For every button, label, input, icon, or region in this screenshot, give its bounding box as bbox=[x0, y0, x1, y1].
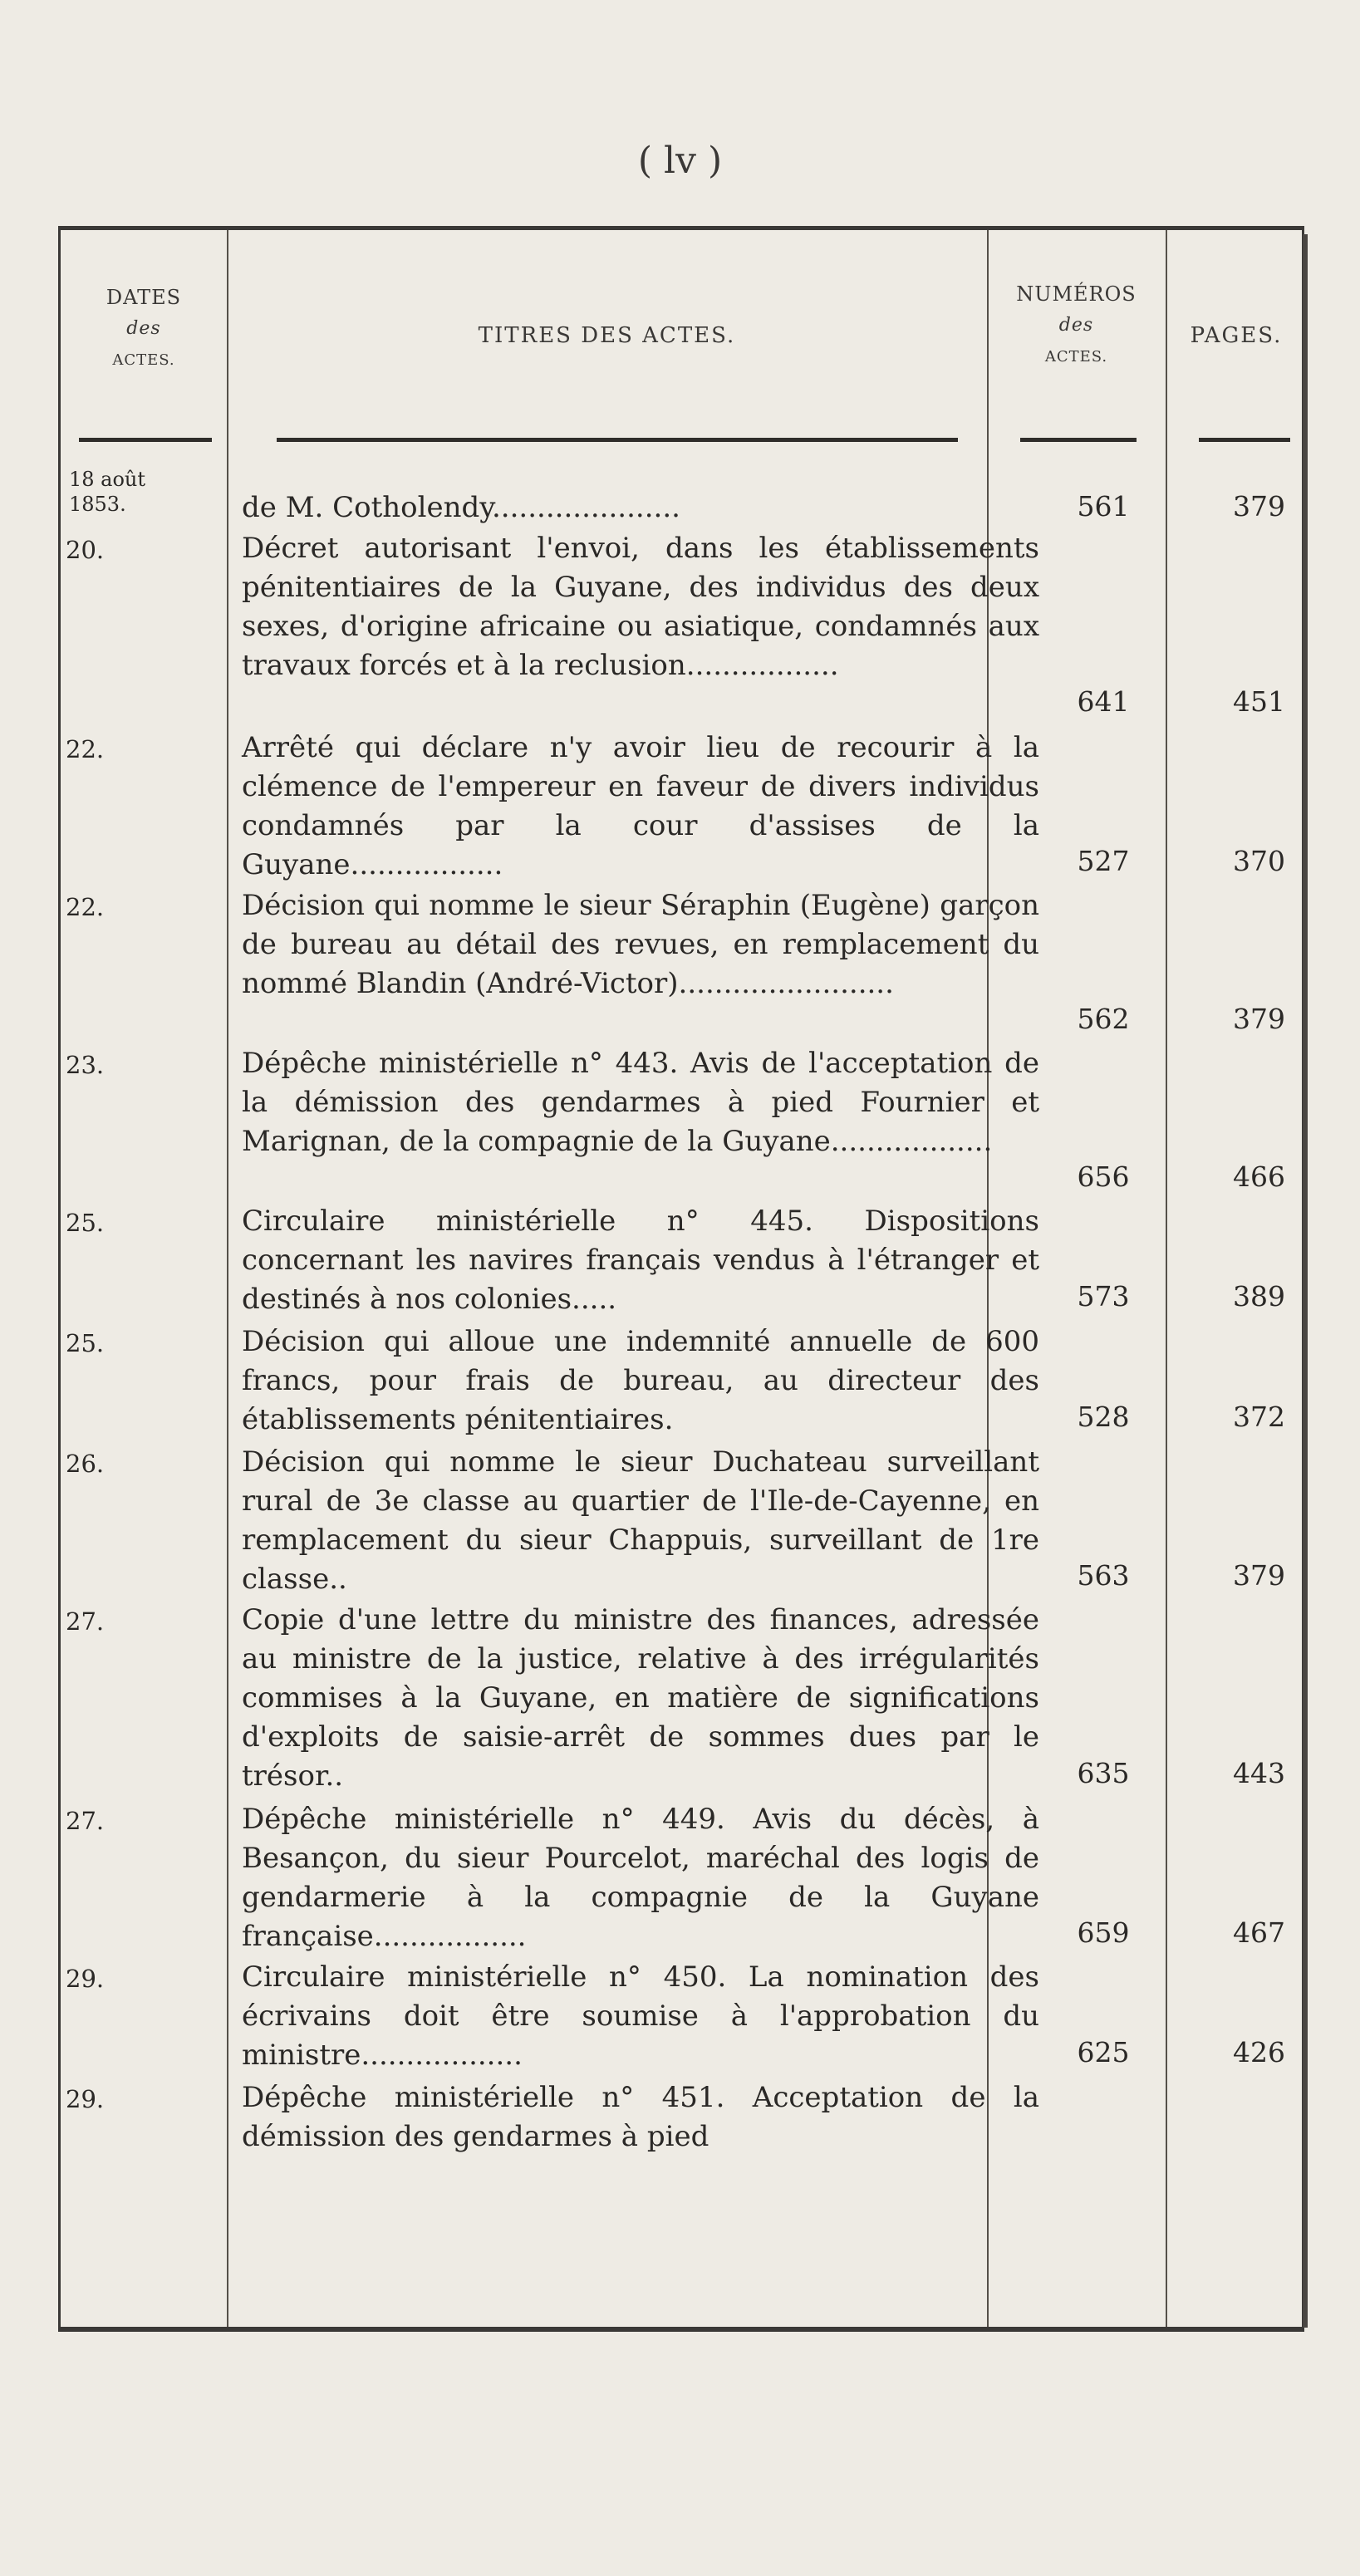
row-date: 22. bbox=[66, 893, 105, 921]
pages-column-header: PAGES. bbox=[1190, 323, 1283, 348]
row-date: 26. bbox=[66, 1450, 105, 1478]
header-rule bbox=[79, 438, 212, 442]
row-page: 451 bbox=[1233, 685, 1285, 718]
row-date: 18 août 1853. bbox=[69, 468, 146, 516]
table-header bbox=[61, 230, 1302, 438]
row-number: 561 bbox=[1077, 490, 1130, 523]
row-page: 467 bbox=[1233, 1916, 1285, 1949]
header-dates-line3: ACTES. bbox=[112, 351, 175, 369]
header-rule bbox=[1199, 438, 1290, 442]
column-divider bbox=[1166, 230, 1167, 2327]
row-number: 625 bbox=[1077, 2036, 1130, 2068]
row-date: 25. bbox=[66, 1329, 105, 1357]
numeros-column-header bbox=[987, 278, 1166, 373]
row-title: Décision qui nomme le sieur Séraphin (Eugène) garçon de bureau au détail des revues, en remplacement du nommé Blandin (André-Victor)........................ bbox=[242, 889, 1039, 1000]
row-date: 29. bbox=[66, 1965, 105, 1993]
row-title: Dépêche ministérielle n° 443. Avis de l'acceptation de la démission des gendarmes à pied Fournier et Marignan, de la compagnie de la Guyane.................. bbox=[242, 1047, 1039, 1158]
header-numeros-line2: des bbox=[1058, 315, 1094, 336]
dates-column-header bbox=[61, 282, 227, 376]
row-page: 372 bbox=[1233, 1401, 1285, 1433]
row-number: 527 bbox=[1077, 845, 1130, 877]
row-title: Circulaire ministérielle n° 445. Dispositions concernant les navires français vendus à l'étranger et destinés à nos colonies..... bbox=[242, 1205, 1039, 1316]
header-dates-line2: des bbox=[126, 318, 161, 339]
row-number: 641 bbox=[1077, 685, 1130, 718]
row-title: de M. Cotholendy..................... bbox=[242, 491, 680, 524]
index-table bbox=[58, 226, 1304, 2332]
row-date: 23. bbox=[66, 1051, 105, 1079]
row-page: 443 bbox=[1233, 1757, 1285, 1789]
page-number: ( lv ) bbox=[637, 140, 723, 182]
row-title: Décision qui alloue une indemnité annuelle de 600 francs, pour frais de bureau, au directeur des établissements pénitentiaires. bbox=[242, 1325, 1039, 1436]
row-number: 562 bbox=[1077, 1003, 1130, 1035]
row-page: 379 bbox=[1233, 490, 1285, 523]
row-title: Arrêté qui déclare n'y avoir lieu de recourir à la clémence de l'empereur en faveur de divers individus condamnés par la cour d'assises de la Guyane................. bbox=[242, 731, 1039, 881]
column-divider bbox=[227, 230, 228, 2327]
titles-column-header: TITRES DES ACTES. bbox=[478, 323, 736, 348]
row-title: Circulaire ministérielle n° 450. La nomination des écrivains doit être soumise à l'approbation du ministre.................. bbox=[242, 1960, 1039, 2072]
row-page: 379 bbox=[1233, 1559, 1285, 1592]
row-page: 389 bbox=[1233, 1280, 1285, 1313]
row-page: 370 bbox=[1233, 845, 1285, 877]
row-title: Dépêche ministérielle n° 451. Acceptation de la démission des gendarmes à pied bbox=[242, 2081, 1039, 2153]
header-rule bbox=[277, 438, 958, 442]
row-date: 20. bbox=[66, 536, 105, 564]
row-title: Décision qui nomme le sieur Duchateau surveillant rural de 3e classe au quartier de l'Ile-de-Cayenne, en remplacement du sieur Chappuis, surveillant de 1re classe.. bbox=[242, 1445, 1039, 1596]
row-date: 29. bbox=[66, 2085, 105, 2113]
row-title: Copie d'une lettre du ministre des finances, adressée au ministre de la justice, relative à des irrégularités commises à la Guyane, en matière de significations d'exploits de saisie-arrêt de sommes dues par le trésor.. bbox=[242, 1603, 1039, 1793]
header-numeros-line1: NUMÉROS bbox=[1016, 282, 1137, 306]
row-number: 635 bbox=[1077, 1757, 1130, 1789]
row-date: 22. bbox=[66, 735, 105, 763]
row-number: 573 bbox=[1077, 1280, 1130, 1313]
page-edge-shadow bbox=[1303, 234, 1308, 2328]
row-number: 656 bbox=[1077, 1160, 1130, 1193]
row-date: 27. bbox=[66, 1607, 105, 1636]
header-rule bbox=[1020, 438, 1137, 442]
row-date: 27. bbox=[66, 1807, 105, 1835]
row-title: Décret autorisant l'envoi, dans les établissements pénitentiaires de la Guyane, des individus des deux sexes, d'origine africaine ou asiatique, condamnés aux travaux forcés et à la reclusion................. bbox=[242, 532, 1039, 682]
row-page: 466 bbox=[1233, 1160, 1285, 1193]
row-page: 379 bbox=[1233, 1003, 1285, 1035]
row-title: Dépêche ministérielle n° 449. Avis du décès, à Besançon, du sieur Pourcelot, maréchal des logis de gendarmerie à la compagnie de la Guyane française................. bbox=[242, 1803, 1039, 1953]
header-dates-line1: DATES bbox=[106, 286, 182, 309]
row-number: 563 bbox=[1077, 1559, 1130, 1592]
row-number: 528 bbox=[1077, 1401, 1130, 1433]
row-number: 659 bbox=[1077, 1916, 1130, 1949]
row-date: 25. bbox=[66, 1209, 105, 1237]
header-numeros-line3: ACTES. bbox=[1044, 348, 1108, 366]
row-page: 426 bbox=[1233, 2036, 1285, 2068]
